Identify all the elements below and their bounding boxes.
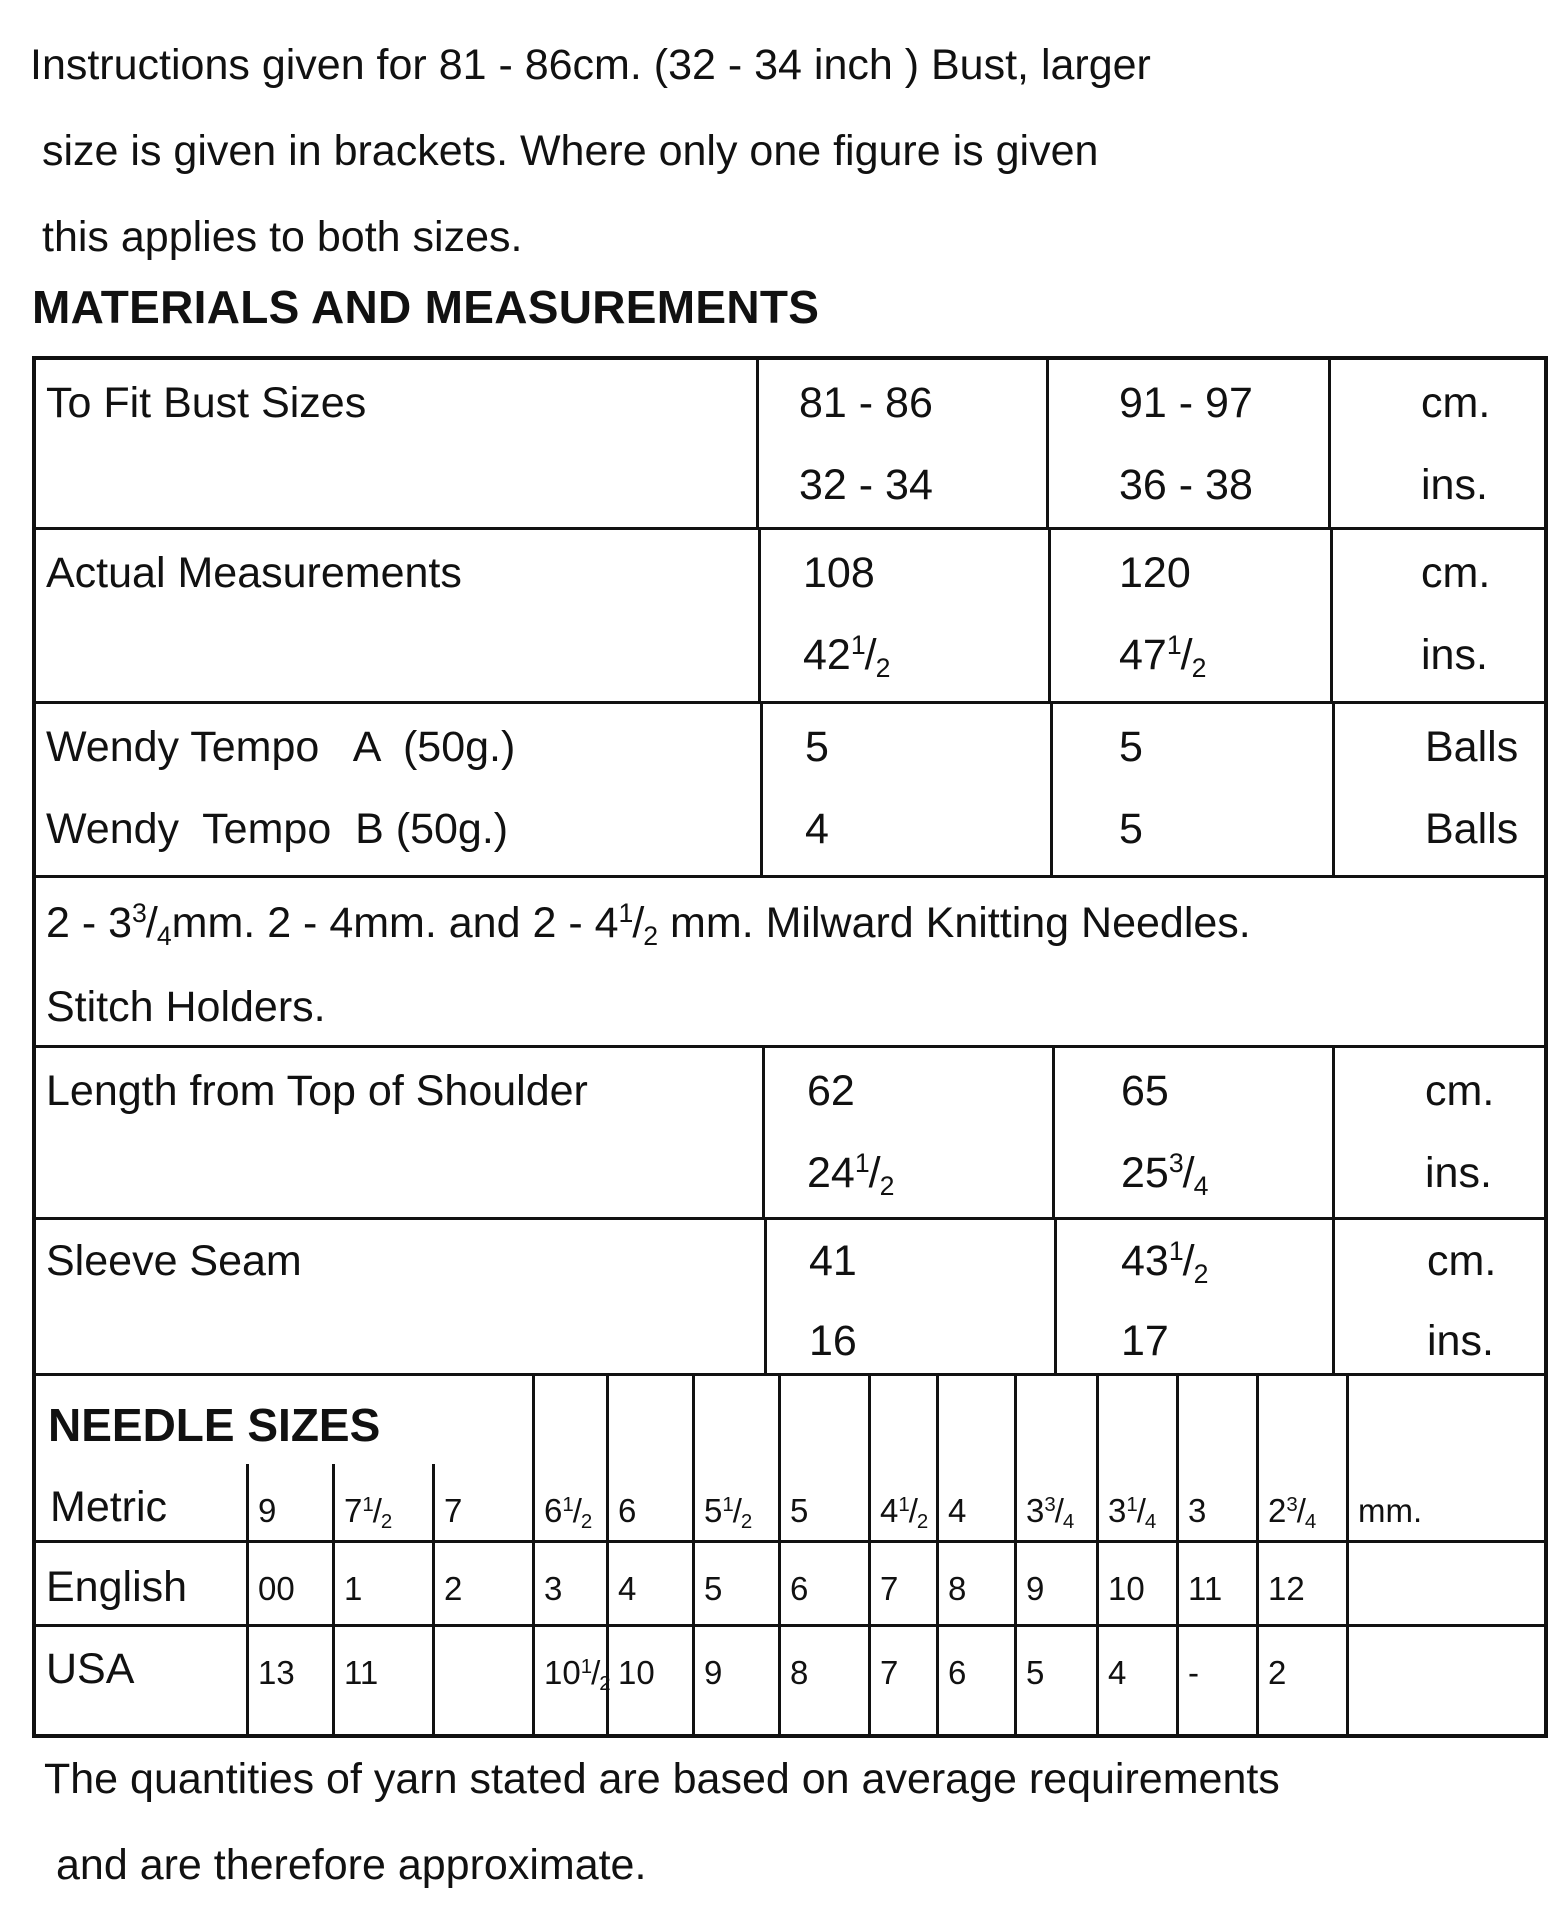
needle-grid-hline — [36, 1540, 1544, 1543]
bust-unit-cm: cm. — [1421, 379, 1491, 427]
sleeve-large-cell — [1054, 1220, 1332, 1373]
bust-small-in: 32 - 34 — [799, 461, 933, 509]
sleeve-large-in: 17 — [1121, 1317, 1169, 1365]
needle-grid-hline — [36, 1624, 1544, 1627]
metric-size-value: $5^1/_2$ — [704, 1492, 753, 1534]
needle-grid-vline — [1014, 1376, 1017, 1736]
metric-size-value: 5 — [790, 1492, 809, 1529]
footer-line-2: and are therefore approximate. — [56, 1841, 647, 1889]
sleeve-small-cell — [764, 1220, 1054, 1373]
intro-line-2: size is given in brackets. Where only one figure is given — [42, 127, 1099, 175]
usa-size-value: 8 — [790, 1654, 809, 1691]
actual-unit-cell — [1330, 530, 1548, 701]
bust-large-in: 36 - 38 — [1119, 461, 1253, 509]
row-length — [36, 1048, 1544, 1220]
yarn-small-cell — [760, 704, 1050, 875]
needles-list-line-1: $2 - 3^3/_4mm$. 2 - 4mm. and $2 - 4^1/_2$ mm. Milward Knitting Needles. — [46, 898, 1251, 951]
actual-small-cm: 108 — [803, 549, 875, 597]
bust-unit-in: ins. — [1421, 461, 1488, 509]
needle-grid-vline — [532, 1376, 535, 1736]
usa-size-value: 4 — [1108, 1654, 1127, 1691]
english-size-value: 1 — [344, 1570, 363, 1607]
usa-size-value: 11 — [344, 1654, 379, 1691]
needle-grid-vline — [432, 1464, 435, 1736]
section-heading: MATERIALS AND MEASUREMENTS — [32, 281, 820, 333]
row-yarn — [36, 704, 1544, 878]
length-label: Length from Top of Shoulder — [46, 1067, 588, 1115]
usa-size-value: 13 — [258, 1654, 295, 1691]
intro-text — [30, 22, 1510, 280]
actual-large-in-num: 1 — [1166, 630, 1182, 661]
yarn-a-label: Wendy Tempo A (50g.) — [46, 723, 516, 771]
sleeve-label: Sleeve Seam — [46, 1237, 302, 1285]
yarn-b-large: 5 — [1119, 805, 1143, 853]
needle-sizes-title: NEEDLE SIZES — [48, 1399, 381, 1451]
english-size-value: 6 — [790, 1570, 809, 1607]
actual-small-in-den: 2 — [875, 652, 891, 683]
english-size-value: 9 — [1026, 1570, 1045, 1607]
bust-small-cm: 81 - 86 — [799, 379, 933, 427]
footer-line-1: The quantities of yarn stated are based on average requirements — [44, 1755, 1280, 1803]
yarn-a-unit: Balls — [1425, 723, 1519, 771]
bust-large-cell — [1046, 360, 1328, 527]
yarn-label-cell — [36, 704, 760, 875]
metric-size-value: 6 — [618, 1492, 637, 1529]
actual-large-cell — [1048, 530, 1330, 701]
needle-grid-vline — [692, 1376, 695, 1736]
bust-large-cm: 91 - 97 — [1119, 379, 1253, 427]
metric-size-value: $3^3/_4$ — [1026, 1492, 1075, 1534]
usa-label: USA — [46, 1645, 135, 1693]
needle-grid-vline — [936, 1376, 939, 1736]
row-needles-list — [36, 878, 1544, 1048]
english-size-value: 5 — [704, 1570, 723, 1607]
sleeve-small-cm: 41 — [809, 1237, 857, 1285]
actual-large-cm: 120 — [1119, 549, 1191, 597]
sleeve-unit-cm: cm. — [1427, 1237, 1497, 1285]
length-unit-in: ins. — [1425, 1149, 1492, 1197]
bust-unit-cell — [1328, 360, 1548, 527]
actual-large-in-den: 2 — [1191, 652, 1207, 683]
metric-size-value: $2^3/_4$ — [1268, 1492, 1317, 1534]
english-size-value: 00 — [258, 1570, 295, 1607]
actual-label-cell — [36, 530, 758, 701]
sleeve-small-in: 16 — [809, 1317, 857, 1365]
sleeve-unit-cell — [1332, 1220, 1548, 1373]
english-size-value: 3 — [544, 1570, 563, 1607]
actual-large-in-whole: 47 — [1119, 631, 1167, 679]
usa-size-value: $10^1/_2$ — [544, 1654, 611, 1696]
length-small-cell — [762, 1048, 1052, 1217]
usa-size-value: 6 — [948, 1654, 967, 1691]
needle-grid-vline — [332, 1464, 335, 1736]
actual-label: Actual Measurements — [46, 549, 462, 597]
metric-size-value: $6^1/_2$ — [544, 1492, 593, 1534]
length-label-cell — [36, 1048, 762, 1217]
usa-size-value: 5 — [1026, 1654, 1045, 1691]
needle-grid-vline — [1256, 1376, 1259, 1736]
english-size-value: 10 — [1108, 1570, 1145, 1607]
actual-small-in-whole: 42 — [803, 631, 851, 679]
length-large-cm: 65 — [1121, 1067, 1169, 1115]
metric-size-value: $7^1/_2$ — [344, 1492, 393, 1534]
usa-size-value: 7 — [880, 1654, 899, 1691]
english-size-value: 4 — [618, 1570, 637, 1607]
english-size-value: 7 — [880, 1570, 899, 1607]
sleeve-unit-in: ins. — [1427, 1317, 1494, 1365]
actual-small-cell — [758, 530, 1048, 701]
bust-label: To Fit Bust Sizes — [46, 379, 367, 427]
metric-size-value: $4^1/_2$ — [880, 1492, 929, 1534]
actual-unit-in: ins. — [1421, 631, 1488, 679]
actual-small-in: $42^1/_2$ — [803, 630, 891, 683]
needle-sizes-table — [36, 1376, 1544, 1736]
actual-unit-cm: cm. — [1421, 549, 1491, 597]
length-unit-cm: cm. — [1425, 1067, 1495, 1115]
yarn-large-cell — [1050, 704, 1332, 875]
metric-label: Metric — [50, 1483, 168, 1531]
metric-size-value: 9 — [258, 1492, 277, 1529]
length-unit-cell — [1332, 1048, 1548, 1217]
yarn-a-large: 5 — [1119, 723, 1143, 771]
sleeve-large-cm: $43^1/_2$ — [1121, 1236, 1209, 1289]
yarn-unit-cell — [1332, 704, 1548, 875]
usa-size-value: - — [1188, 1654, 1199, 1691]
yarn-b-small: 4 — [805, 805, 829, 853]
footer-note — [44, 1736, 1524, 1908]
bust-label-cell — [36, 360, 756, 527]
actual-large-in: $47^1/_2$ — [1119, 630, 1207, 683]
english-size-value: 12 — [1268, 1570, 1305, 1607]
needle-grid-vline — [1176, 1376, 1179, 1736]
intro-line-1: Instructions given for 81 - 86cm. (32 - 34 inch ) Bust, larger — [30, 41, 1151, 89]
intro-line-3: this applies to both sizes. — [42, 213, 523, 261]
actual-small-in-num: 1 — [850, 630, 866, 661]
yarn-b-label: Wendy Tempo B (50g.) — [46, 805, 509, 853]
needles-list-line-2: Stitch Holders. — [46, 983, 326, 1031]
length-large-cell — [1052, 1048, 1332, 1217]
usa-size-value: 2 — [1268, 1654, 1287, 1691]
measurements-table — [32, 356, 1548, 1738]
metric-size-value: $3^1/_4$ — [1108, 1492, 1157, 1534]
row-sleeve — [36, 1220, 1544, 1376]
metric-size-value: 4 — [948, 1492, 967, 1529]
needle-grid-vline — [778, 1376, 781, 1736]
length-large-in: $25^3/_4$ — [1121, 1148, 1209, 1201]
needle-grid-vline — [1096, 1376, 1099, 1736]
yarn-a-small: 5 — [805, 723, 829, 771]
needle-grid-vline — [868, 1376, 871, 1736]
needle-grid-vline — [1346, 1376, 1349, 1736]
row-bust — [36, 360, 1544, 530]
metric-size-value: 7 — [444, 1492, 463, 1529]
bust-small-cell — [756, 360, 1046, 527]
metric-size-value: 3 — [1188, 1492, 1207, 1529]
sleeve-label-cell — [36, 1220, 764, 1373]
usa-size-value: 9 — [704, 1654, 723, 1691]
row-actual — [36, 530, 1544, 704]
metric-size-value: mm. — [1358, 1492, 1423, 1529]
english-size-value: 8 — [948, 1570, 967, 1607]
yarn-b-unit: Balls — [1425, 805, 1519, 853]
english-label: English — [46, 1563, 188, 1611]
length-small-in: $24^1/_2$ — [807, 1148, 895, 1201]
english-size-value: 2 — [444, 1570, 463, 1607]
english-size-value: 11 — [1188, 1570, 1223, 1607]
needle-grid-vline — [246, 1464, 249, 1736]
usa-size-value: 10 — [618, 1654, 655, 1691]
length-small-cm: 62 — [807, 1067, 855, 1115]
